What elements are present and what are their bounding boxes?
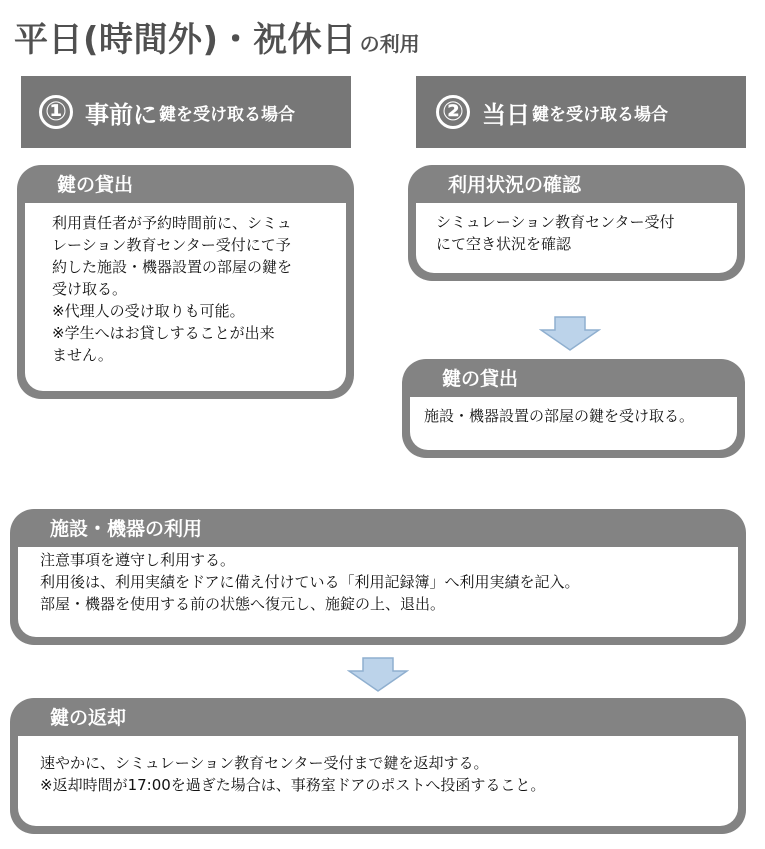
text-line: ません。 [52,346,113,364]
header-sameday-main: 当日 [482,100,530,129]
arrow-down-icon [347,657,409,693]
box-key-return [10,698,746,834]
box-content [18,736,738,796]
box-content [410,397,737,427]
box-title: 鍵の返却 [50,707,127,729]
box-content [416,203,737,255]
text-line: 利用責任者が予約時間前に、シミュ [52,214,292,232]
box-key-lend-advance [17,165,354,399]
box-title: 鍵の貸出 [57,174,134,196]
text-line: 約した施設・機器設置の部屋の鍵を [52,258,293,276]
header-sameday-sub: 鍵を受け取る場合 [532,104,668,125]
header-advance-sub: 鍵を受け取る場合 [159,104,295,125]
circled-number-two: ② [436,95,470,129]
text-line: ※学生へはお貸しすることが出来 [52,324,275,342]
header-advance-main: 事前に [85,100,157,129]
box-title: 利用状況の確認 [448,174,582,196]
box-check-status [408,165,745,281]
circled-number-one: ① [39,95,73,129]
text-line: にて空き状況を確認 [436,235,572,253]
box-content [18,547,738,615]
text-line: 部屋・機器を使用する前の状態へ復元し、施錠の上、退出。 [40,595,446,613]
text-line: ※返却時間が17:00を過ぎた場合は、事務室ドアのポストへ投函すること。 [40,776,546,794]
box-content [25,203,346,366]
page-title [14,12,420,61]
text-line: 注意事項を遵守し利用する。 [40,551,236,569]
box-body [18,547,738,637]
page-title-main: 平日(時間外)・祝休日 [14,20,357,60]
text-line: ※代理人の受け取りも可能。 [52,302,245,320]
text-line: 利用後は、利用実績をドアに備え付けている「利用記録簿」へ利用実績を記入。 [40,573,580,591]
page-title-suffix: の利用 [359,32,420,56]
header-sameday-pickup [416,76,746,148]
box-key-lend-sameday [402,359,745,458]
box-facility-use [10,509,746,645]
text-line: 受け取る。 [52,280,128,298]
box-body [25,203,346,391]
text-line: 速やかに、シミュレーション教育センター受付まで鍵を返却する。 [40,754,489,772]
box-body [416,203,737,273]
text-line: シミュレーション教育センター受付 [436,213,675,231]
box-body [410,397,737,450]
header-advance-pickup [21,76,351,148]
arrow-down-icon [539,316,601,352]
box-title: 鍵の貸出 [442,368,519,390]
text-line: 施設・機器設置の部屋の鍵を受け取る。 [424,407,695,425]
box-body [18,736,738,826]
text-line: レーション教育センター受付にて予 [52,236,291,254]
box-title: 施設・機器の利用 [50,518,203,540]
